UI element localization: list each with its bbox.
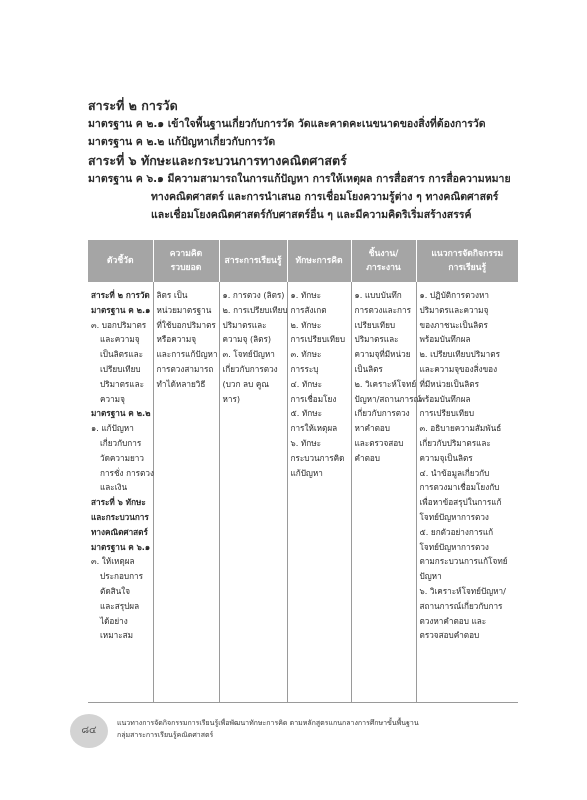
column-header bbox=[416, 240, 518, 282]
cell-line: ๒. การเปรียบเทียบ bbox=[222, 304, 288, 315]
column-header-text: ภาระงาน bbox=[366, 263, 401, 273]
cell-line: เกี่ยวกับการตวง bbox=[222, 363, 278, 374]
cell-line: ๑. ปฏิบัติการตวงหา bbox=[419, 290, 489, 300]
cell-line: ๓. บอกปริมาตร bbox=[91, 319, 147, 330]
heading-line: มาตรฐาน ค ๒.๒ แก้ปัญหาเกี่ยวกับการวัด bbox=[88, 136, 276, 148]
cell-line: เกี่ยวกับการ bbox=[100, 437, 142, 448]
cell-line: ๓. อธิบายความสัมพันธ์ bbox=[419, 423, 502, 434]
column-header bbox=[153, 240, 219, 282]
cell-line: (บวก ลบ คูณ bbox=[222, 378, 269, 389]
cell-line: ๖. ทักษะ bbox=[290, 437, 322, 448]
cell-line: ๕. ยกตัวอย่างการแก้ bbox=[419, 526, 494, 537]
cell-line: ที่ใช้บอกปริมาตร bbox=[156, 319, 216, 330]
cell-line: โจทย์ปัญหาการตวง bbox=[419, 541, 489, 552]
cell-line: ความจุที่มีหน่วย bbox=[354, 349, 411, 360]
cell-line: การให้เหตุผล bbox=[290, 423, 338, 434]
cell-line: การสังเกต bbox=[290, 304, 327, 315]
cell-line: ทางคณิตศาสตร์ bbox=[91, 526, 148, 537]
heading-block bbox=[88, 96, 518, 224]
cell-line: และความจุ bbox=[100, 334, 140, 345]
cell-line: คำตอบ bbox=[354, 452, 381, 463]
learning-table bbox=[88, 240, 518, 703]
column-header-text: ความคิด bbox=[169, 249, 203, 259]
cell-line: ความจุ (ลิตร) bbox=[222, 334, 272, 345]
cell-line: มาตรฐาน ค ๒.๒ bbox=[91, 408, 151, 419]
cell-line: การตวงมาเชื่อมโยงกับ bbox=[419, 482, 500, 493]
cell-line: และตรวจสอบ bbox=[354, 437, 404, 448]
heading-line: มาตรฐาน ค ๒.๑ เข้าใจพื้นฐานเกี่ยวกับการวัด วัดและคาดคะเนขนาดของสิ่งที่ต้องการวัด bbox=[88, 118, 486, 130]
cell-line: การเปรียบเทียบ bbox=[419, 408, 475, 419]
table-cell bbox=[88, 282, 153, 703]
cell-line: ๔. นำข้อมูลเกี่ยวกับ bbox=[419, 467, 490, 478]
cell-line: ตวงหาคำตอบ และ bbox=[419, 615, 487, 626]
heading-line: มาตรฐาน ค ๖.๑ มีความสามารถในการแก้ปัญหา การให้เหตุผล การสื่อสาร การสื่อความหมาย bbox=[88, 173, 511, 185]
heading-line: สาระที่ ๒ การวัด bbox=[88, 98, 178, 113]
footer-book-title: แนวทางการจัดกิจกรรมการเรียนรู้เพื่อพัฒนาทักษะการคิด ตามหลักสูตรแกนกลางการศึกษาขั้นพื้นฐาน bbox=[117, 719, 419, 727]
cell-line: สาระที่ ๖ ทักษะ bbox=[91, 497, 146, 508]
cell-line: ปัญหา bbox=[419, 571, 442, 582]
table-cell bbox=[351, 282, 422, 703]
footer-text bbox=[117, 717, 419, 741]
page-number: ๘๔ bbox=[70, 714, 108, 748]
heading-line: สาระที่ ๖ ทักษะและกระบวนการทางคณิตศาสตร์ bbox=[88, 153, 347, 168]
cell-line: ๕. ทักษะ bbox=[290, 408, 323, 419]
cell-line: ปัญหา/สถานการณ์ bbox=[354, 393, 422, 404]
column-header-text: ตัวชี้วัด bbox=[106, 256, 134, 266]
cell-line: ตัดสินใจ bbox=[100, 585, 131, 596]
cell-line: การเชื่อมโยง bbox=[290, 393, 337, 404]
cell-line: การตวงและการ bbox=[354, 304, 412, 315]
cell-line: ลิตร เป็น bbox=[156, 290, 188, 300]
column-header-text: แนวการจัดกิจกรรม bbox=[431, 249, 504, 259]
table-cell bbox=[219, 282, 287, 703]
cell-line: ที่มีหน่วยเป็นลิตร bbox=[419, 378, 480, 389]
cell-line: ๔. ทักษะ bbox=[290, 378, 323, 389]
cell-line: และสรุปผล bbox=[100, 600, 140, 611]
cell-line: ๑. ทักษะ bbox=[290, 290, 322, 300]
heading-line: ทางคณิตศาสตร์ และการนำเสนอ การเชื่อมโยงความรู้ต่าง ๆ ทางคณิตศาสตร์ bbox=[151, 191, 499, 203]
cell-line: ปริมาตรและความจุ bbox=[419, 304, 489, 315]
cell-line: การชั่ง การตวง bbox=[100, 467, 154, 478]
cell-line: ๓. โจทย์ปัญหา bbox=[222, 349, 275, 360]
cell-line: ๒. เปรียบเทียบปริมาตร bbox=[419, 349, 500, 360]
column-header-text: การเรียนรู้ bbox=[448, 263, 487, 273]
cell-line: เหมาะสม bbox=[100, 630, 133, 641]
cell-line: ๒. วิเคราะห์โจทย์ bbox=[354, 378, 417, 389]
table-header-row bbox=[88, 240, 518, 282]
page-footer bbox=[70, 712, 419, 752]
column-header-text: รวบยอด bbox=[170, 263, 202, 273]
cell-line: โจทย์ปัญหาการตวง bbox=[419, 511, 489, 522]
cell-line: มาตรฐาน ค ๒.๑ bbox=[91, 304, 151, 315]
cell-line: ๑. การตวง (ลิตร) bbox=[222, 290, 285, 300]
cell-line: ความจุเป็นลิตร bbox=[419, 452, 473, 463]
cell-line: ของภาชนะเป็นลิตร bbox=[419, 319, 488, 330]
cell-line: และเงิน bbox=[100, 482, 128, 493]
column-header-text: ชิ้นงาน/ bbox=[368, 249, 399, 259]
cell-line: หรือความจุ bbox=[156, 334, 197, 345]
table-row bbox=[88, 282, 518, 703]
cell-line: ปริมาตรและ bbox=[100, 378, 144, 389]
cell-line: มาตรฐาน ค ๖.๑ bbox=[91, 541, 151, 552]
cell-line: ปริมาตรและ bbox=[222, 319, 267, 330]
cell-line: ได้อย่าง bbox=[100, 615, 128, 626]
column-header bbox=[351, 240, 416, 282]
cell-line: การระบุ bbox=[290, 363, 319, 374]
footer-subject: กลุ่มสาระการเรียนรู้คณิตศาสตร์ bbox=[117, 731, 214, 739]
cell-line: ๖. วิเคราะห์โจทย์ปัญหา/ bbox=[419, 585, 506, 596]
cell-line: ทำได้หลายวิธี bbox=[156, 378, 206, 389]
cell-line: ตามกระบวนการแก้โจทย์ bbox=[419, 556, 508, 567]
cell-line: พร้อมบันทึกผล bbox=[419, 334, 471, 345]
cell-line: ๓. ให้เหตุผล bbox=[91, 556, 135, 567]
cell-line: สถานการณ์เกี่ยวกับการ bbox=[419, 600, 503, 611]
cell-line: ประกอบการ bbox=[100, 571, 144, 582]
cell-line: สาระที่ ๒ การวัด bbox=[91, 290, 150, 300]
cell-line: เพื่อหาข้อสรุปในการแก้ bbox=[419, 497, 502, 508]
cell-line: พร้อมบันทึกผล bbox=[419, 393, 471, 404]
cell-line: ตรวจสอบคำตอบ bbox=[419, 630, 480, 641]
cell-line: เป็นลิตร bbox=[354, 363, 383, 374]
column-header bbox=[287, 240, 351, 282]
cell-line: การเปรียบเทียบ bbox=[290, 334, 346, 345]
cell-line: และความจุของสิ่งของ bbox=[419, 363, 498, 374]
cell-line: แก้ปัญหา bbox=[290, 467, 323, 478]
cell-line: หาคำตอบ bbox=[354, 423, 391, 434]
cell-line: ความจุ bbox=[100, 393, 125, 404]
table-cell bbox=[416, 282, 518, 703]
column-header-text: ทักษะการคิด bbox=[295, 256, 343, 266]
heading-line: และเชื่อมโยงคณิตศาสตร์กับศาสตร์อื่น ๆ และมีความคิดริเริ่มสร้างสรรค์ bbox=[151, 209, 472, 221]
cell-line: เกี่ยวกับปริมาตรและ bbox=[419, 437, 491, 448]
cell-line: เป็นลิตรและ bbox=[100, 349, 144, 360]
cell-line: หาร) bbox=[222, 393, 241, 404]
cell-line: เปรียบเทียบ bbox=[354, 319, 396, 330]
column-header-text: สาระการเรียนรู้ bbox=[224, 256, 282, 266]
column-header bbox=[219, 240, 287, 282]
cell-line: และการแก้ปัญหา bbox=[156, 349, 218, 360]
cell-line: หน่วยมาตรฐาน bbox=[156, 304, 212, 315]
column-header bbox=[88, 240, 153, 282]
cell-line: ๒. ทักษะ bbox=[290, 319, 322, 330]
cell-line: ๓. ทักษะ bbox=[290, 349, 322, 360]
cell-line: ๑. แบบบันทึก bbox=[354, 290, 402, 300]
cell-line: กระบวนการคิด bbox=[290, 452, 345, 463]
cell-line: ๑. แก้ปัญหา bbox=[91, 423, 134, 434]
cell-line: การตวงสามารถ bbox=[156, 363, 214, 374]
cell-line: และกระบวนการ bbox=[91, 511, 149, 522]
cell-line: ปริมาตรและ bbox=[354, 334, 399, 345]
table-cell bbox=[287, 282, 351, 703]
cell-line: เปรียบเทียบ bbox=[100, 363, 141, 374]
table-cell bbox=[153, 282, 219, 703]
cell-line: วัดความยาว bbox=[100, 452, 144, 463]
cell-line: เกี่ยวกับการตวง bbox=[354, 408, 410, 419]
